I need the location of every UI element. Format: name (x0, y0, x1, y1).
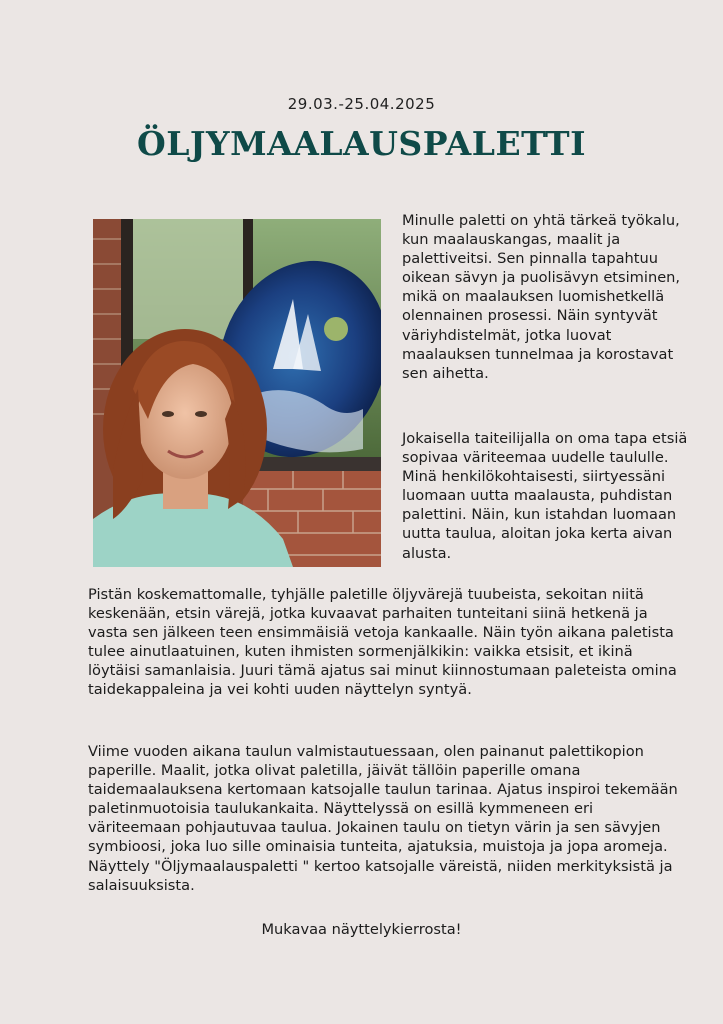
palette-theme-paragraph: Jokaisella taiteilijalla on oma tapa etsiä sopivaa väriteemaa uudelle taululle. Minä henkilökohtaisesti, siirtyessäni luomaan uutta maalausta, puhdistan palettini. Näin, kun istahdan luomaan uutta taulua, aloitan joka kerta aivan alusta. (402, 430, 688, 562)
artist-photo (93, 219, 381, 567)
intro-paragraph: Minulle paletti on yhtä tärkeä työkalu, kun maalauskangas, maalit ja palettiveitsi. Sen pinnalla tapahtuu oikean sävyn ja puolisävyn etsiminen, mikä on maalauksen luomishetkellä olennainen prosessi. Näin syntyvät väriyhdistelmät, jotka luovat maalauksen tunnelmaa ja korostavat sen aihetta. (402, 212, 681, 382)
artist-with-palette-painting (93, 219, 381, 567)
closing-line: Mukavaa näyttelykierrosta! (261, 921, 462, 938)
process-paragraph: Pistän koskemattomalle, tyhjälle paletille öljyvärejä tuubeista, sekoitan niitä keskenään, etsin värejä, jotka kuvaavat parhaiten tunteitani siinä hetkenä ja vasta sen jälkeen teen ensimmäisiä vetoja kankaalle. Näin työn aikana paletista tulee ainutlaatuinen, kuten ihmisten sormenjälkikin: vaikka etsisit, et ikinä löytäisi samanlaisia. Juuri tämä ajatus sai minut kiinnostumaan paleteista omina taidekappaleina ja vei kohti uuden näyttelyn syntyä. (88, 586, 677, 699)
exhibition-paragraph: Viime vuoden aikana taulun valmistautuessaan, olen painanut palettikopion paperille. Maalit, jotka olivat paletilla, jäivät tällöin paperille omana taidemaalauksena kertomaan katsojalle taulun tarinaa. Ajatus inspiroi tekemään paletinmuotoisia taulukankaita. Näyttelyssä on esillä kymmeneen eri väriteemaan pohjautuvaa taulua. Jokainen taulu on tietyn värin ja sen sävyjen symbioosi, joka luo sille ominaisia tunteita, ajatuksia, muistoja ja jopa aromeja. Näyttely "Öljymaalauspaletti " kertoo katsojalle väreistä, niiden merkityksistä ja salaisuuksista. (88, 743, 678, 894)
exhibition-date: 29.03.-25.04.2025 (287, 95, 436, 113)
exhibition-title: ÖLJYMAALAUSPALETTI (136, 124, 587, 163)
